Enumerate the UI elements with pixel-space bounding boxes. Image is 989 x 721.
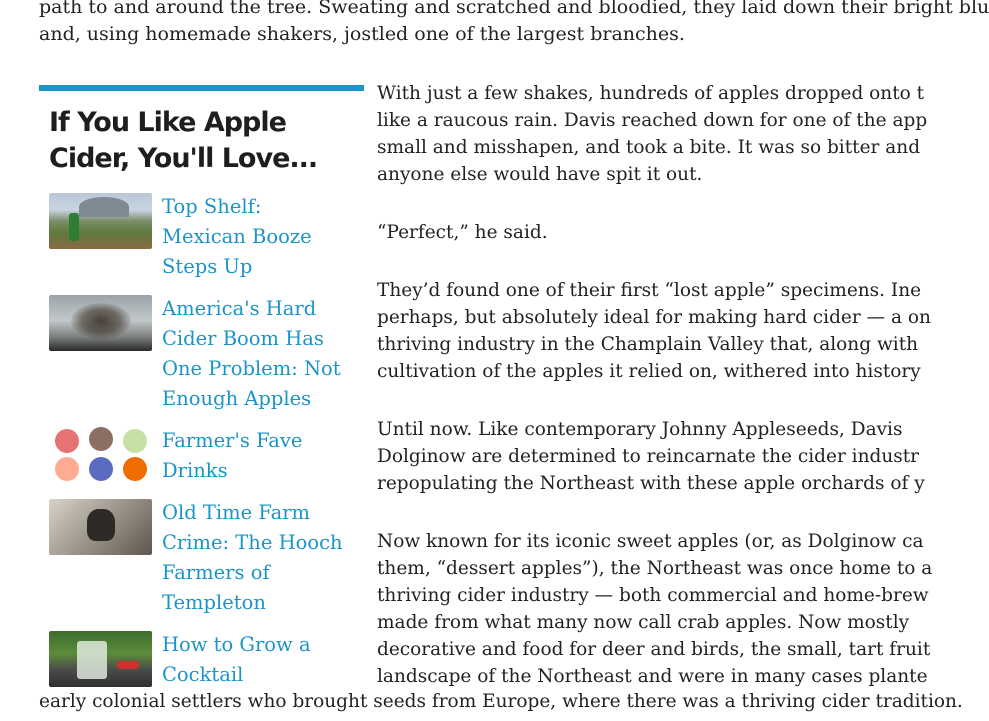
drink-icon [123,429,147,453]
article-paragraph [377,80,937,188]
article-line: anyone else would have spit it out. [377,164,703,185]
article-line: Dolginow are determined to reincarnate the cider industr [377,446,920,467]
article-paragraph [377,277,937,385]
article-line: repopulating the Northeast with these apple orchards of y [377,473,925,494]
article-line: “Perfect,” he said. [377,222,548,243]
article-paragraph [377,528,937,690]
related-story-item[interactable] [49,295,364,414]
drink-icon [55,457,79,481]
article-line: perhaps, but absolutely ideal for making hard cider — a on [377,307,931,328]
related-stories-list [49,193,364,690]
article-body [377,80,937,721]
article-line: like a raucous rain. Davis reached down for one of the app [377,110,928,131]
drink-icon [89,457,113,481]
article-paragraph [377,416,937,497]
article-line: cultivation of the apples it relied on, withered into history [377,361,921,382]
farm-field-thumbnail[interactable] [49,193,152,249]
related-story-link[interactable]: Top Shelf: Mexican Booze Steps Up [162,195,312,278]
drink-icon [89,427,113,451]
article-line: them, “dessert apples”), the Northeast was once home to a [377,558,933,579]
related-story-link[interactable]: Farmer's Fave Drinks [162,429,303,482]
article-paragraph [377,219,937,246]
sidebar-title: If You Like Apple Cider, You'll Love... [49,107,318,174]
drink-icon [55,429,79,453]
article-intro-text [39,0,989,48]
article-line: path to and around the tree. Sweating and scratched and bloodied, they laid down their bright blu [39,0,989,18]
article-line: They’d found one of their first “lost apple” specimens. Ine [377,280,922,301]
article-line: With just a few shakes, hundreds of apples dropped onto t [377,83,925,104]
article-line: Now known for its iconic sweet apples (or, as Dolginow ca [377,531,924,552]
related-story-link[interactable]: Old Time Farm Crime: The Hooch Farmers of Templeton [162,501,343,614]
drink-icon [123,457,147,481]
vintage-photo-thumbnail[interactable] [49,499,152,555]
related-story-item[interactable] [49,427,364,486]
article-line: landscape of the Northeast and were in many cases plante [377,666,928,687]
article-line: made from what many now call crab apples. Now mostly [377,612,910,633]
article-line: and, using homemade shakers, jostled one of the largest branches. [39,23,685,45]
article-line: Until now. Like contemporary Johnny Appleseeds, Davis [377,419,903,440]
article-line: small and misshapen, and took a bite. It was so bitter and [377,137,921,158]
article-line: thriving cider industry — both commercial and home-brew [377,585,929,606]
related-story-item[interactable] [49,499,364,618]
apple-tree-thumbnail[interactable] [49,295,152,351]
article-line: early colonial settlers who brought seeds from Europe, where there was a thriving cider tradition. [39,691,963,712]
cocktail-thumbnail[interactable] [49,631,152,687]
drinks-illustration-thumbnail[interactable] [49,427,152,483]
related-story-link[interactable]: America's Hard Cider Boom Has One Problem: Not Enough Apples [162,297,341,410]
related-story-item[interactable] [49,193,364,282]
related-story-item[interactable] [49,631,364,690]
article-line: thriving industry in the Champlain Valley that, along with [377,334,919,355]
article-line: decorative and food for deer and birds, the small, tart fruit [377,639,931,660]
related-story-link[interactable]: How to Grow a Cocktail [162,633,311,686]
related-stories-sidebar [39,85,364,703]
